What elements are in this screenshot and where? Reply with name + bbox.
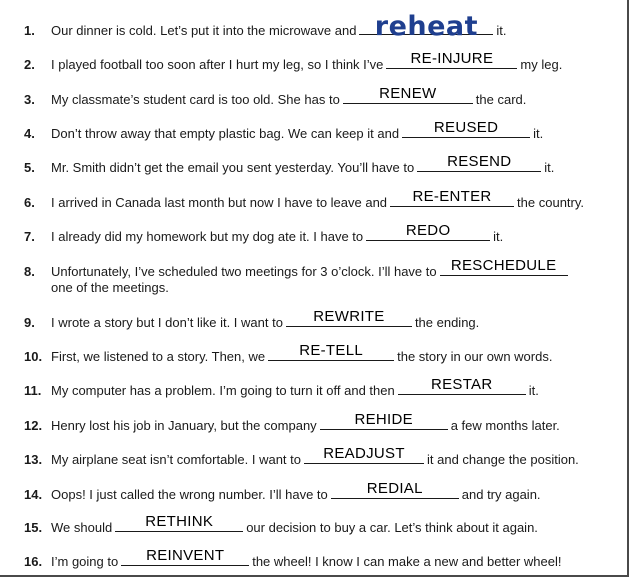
- exercise-item-13: [24, 445, 624, 468]
- answer-text: RETHINK: [145, 513, 214, 530]
- sentence-before: My computer has a problem. I’m going to turn it off and then: [51, 383, 395, 398]
- sentence-before: Unfortunately, I’ve scheduled two meetings for 3 o’clock. I’ll have to: [51, 264, 437, 279]
- exercise-item-6: [24, 188, 624, 211]
- exercise-item-7: [24, 222, 624, 245]
- exercise-item-14: [24, 480, 624, 503]
- item-number: 5.: [24, 160, 35, 175]
- item-number: 16.: [24, 554, 43, 569]
- item-number: 12.: [24, 418, 43, 433]
- sentence-after: the story in our own words.: [397, 349, 553, 364]
- answer-text: READJUST: [323, 445, 405, 462]
- exercise-item-2: [24, 50, 624, 73]
- answer-blank[interactable]: [398, 376, 526, 395]
- sentence-before: I played football too soon after I hurt my leg, so I think I’ve: [51, 57, 384, 72]
- item-number: 2.: [24, 57, 35, 72]
- exercise-item-15: [24, 513, 624, 536]
- sentence-after: it.: [496, 23, 507, 38]
- answer-text: RE-INJURE: [410, 50, 494, 67]
- item-number: 4.: [24, 126, 35, 141]
- sentence-before: Our dinner is cold. Let’s put it into the microwave and: [51, 23, 357, 38]
- answer-text: REDO: [405, 222, 451, 239]
- sentence-before: Mr. Smith didn’t get the email you sent yesterday. You’ll have to: [51, 160, 415, 175]
- answer-blank[interactable]: [331, 480, 459, 499]
- answer-blank[interactable]: [268, 342, 394, 361]
- sentence-continuation: one of the meetings.: [51, 280, 169, 295]
- answer-blank[interactable]: [286, 308, 412, 327]
- answer-blank[interactable]: [320, 411, 448, 430]
- sentence-before: Oops! I just called the wrong number. I’ll have to: [51, 487, 328, 502]
- item-number: 13.: [24, 452, 43, 467]
- sentence-after: my leg.: [520, 57, 563, 72]
- answer-blank[interactable]: [115, 513, 243, 532]
- exercise-item-9: [24, 308, 624, 331]
- exercise-item-5: [24, 153, 624, 176]
- answer-blank[interactable]: [343, 85, 473, 104]
- answer-text: REUSED: [433, 119, 499, 136]
- sentence-after: it.: [528, 383, 539, 398]
- item-number: 6.: [24, 195, 35, 210]
- exercise-item-11: [24, 376, 624, 399]
- answer-blank[interactable]: [366, 222, 490, 241]
- sentence-after: the ending.: [414, 315, 480, 330]
- sentence-before: I arrived in Canada last month but now I have to leave and: [51, 195, 388, 210]
- exercise-item-1: [24, 11, 624, 42]
- answer-text: REHIDE: [354, 411, 413, 428]
- sentence-before: Henry lost his job in January, but the company: [51, 418, 317, 433]
- item-number: 1.: [24, 23, 35, 38]
- exercise-item-12: [24, 411, 624, 434]
- item-number: 15.: [24, 520, 43, 535]
- item-number: 9.: [24, 315, 35, 330]
- answer-blank[interactable]: [386, 50, 517, 69]
- sentence-after: it.: [533, 126, 544, 141]
- item-number: 10.: [24, 349, 43, 364]
- exercise-item-8: [24, 257, 624, 296]
- answer-blank[interactable]: [402, 119, 530, 138]
- item-number: 7.: [24, 229, 35, 244]
- answer-text: REWRITE: [313, 308, 385, 325]
- answer-text: RESCHEDULE: [450, 257, 557, 274]
- sentence-before: First, we listened to a story. Then, we: [51, 349, 266, 364]
- sentence-after: the card.: [475, 92, 527, 107]
- sentence-after: the country.: [517, 195, 585, 210]
- exercise-item-4: [24, 119, 624, 142]
- answer-blank[interactable]: [417, 153, 541, 172]
- sentence-after: a few months later.: [450, 418, 560, 433]
- sentence-after: the wheel! I know I can make a new and better wheel!: [252, 554, 562, 569]
- answer-blank[interactable]: [121, 547, 249, 566]
- answer-text: RESEND: [447, 153, 512, 170]
- sentence-after: it.: [493, 229, 504, 244]
- sentence-before: Don’t throw away that empty plastic bag. We can keep it and: [51, 126, 400, 141]
- sentence-before: My classmate’s student card is too old. She has to: [51, 92, 340, 107]
- sentence-before: We should: [51, 520, 113, 535]
- item-number: 14.: [24, 487, 43, 502]
- answer-blank[interactable]: [440, 257, 568, 276]
- exercise-item-16: [24, 547, 624, 570]
- exercise-item-10: [24, 342, 624, 365]
- sentence-before: I already did my homework but my dog ate it. I have to: [51, 229, 364, 244]
- answer-blank[interactable]: [359, 11, 493, 42]
- sentence-after: it and change the position.: [427, 452, 579, 467]
- answer-blank[interactable]: [304, 445, 424, 464]
- answer-text: RE-ENTER: [412, 188, 492, 205]
- sentence-after: it.: [544, 160, 555, 175]
- sentence-after: and try again.: [461, 487, 541, 502]
- sentence-after: our decision to buy a car. Let’s think about it again.: [246, 520, 538, 535]
- answer-text: RESTAR: [430, 376, 493, 393]
- sentence-before: My airplane seat isn’t comfortable. I want to: [51, 452, 302, 467]
- answer-text: REINVENT: [146, 547, 225, 564]
- item-number: 8.: [24, 264, 35, 279]
- sentence-before: I wrote a story but I don’t like it. I want to: [51, 315, 283, 330]
- answer-text: RENEW: [379, 85, 437, 102]
- exercise-item-3: [24, 85, 624, 108]
- sentence-before: I’m going to: [51, 554, 119, 569]
- answer-text: RE-TELL: [299, 342, 363, 359]
- answer-blank[interactable]: [390, 188, 514, 207]
- item-number: 11.: [24, 383, 42, 398]
- answer-text: REDIAL: [366, 480, 423, 497]
- item-number: 3.: [24, 92, 35, 107]
- answer-text: reheat: [374, 11, 479, 42]
